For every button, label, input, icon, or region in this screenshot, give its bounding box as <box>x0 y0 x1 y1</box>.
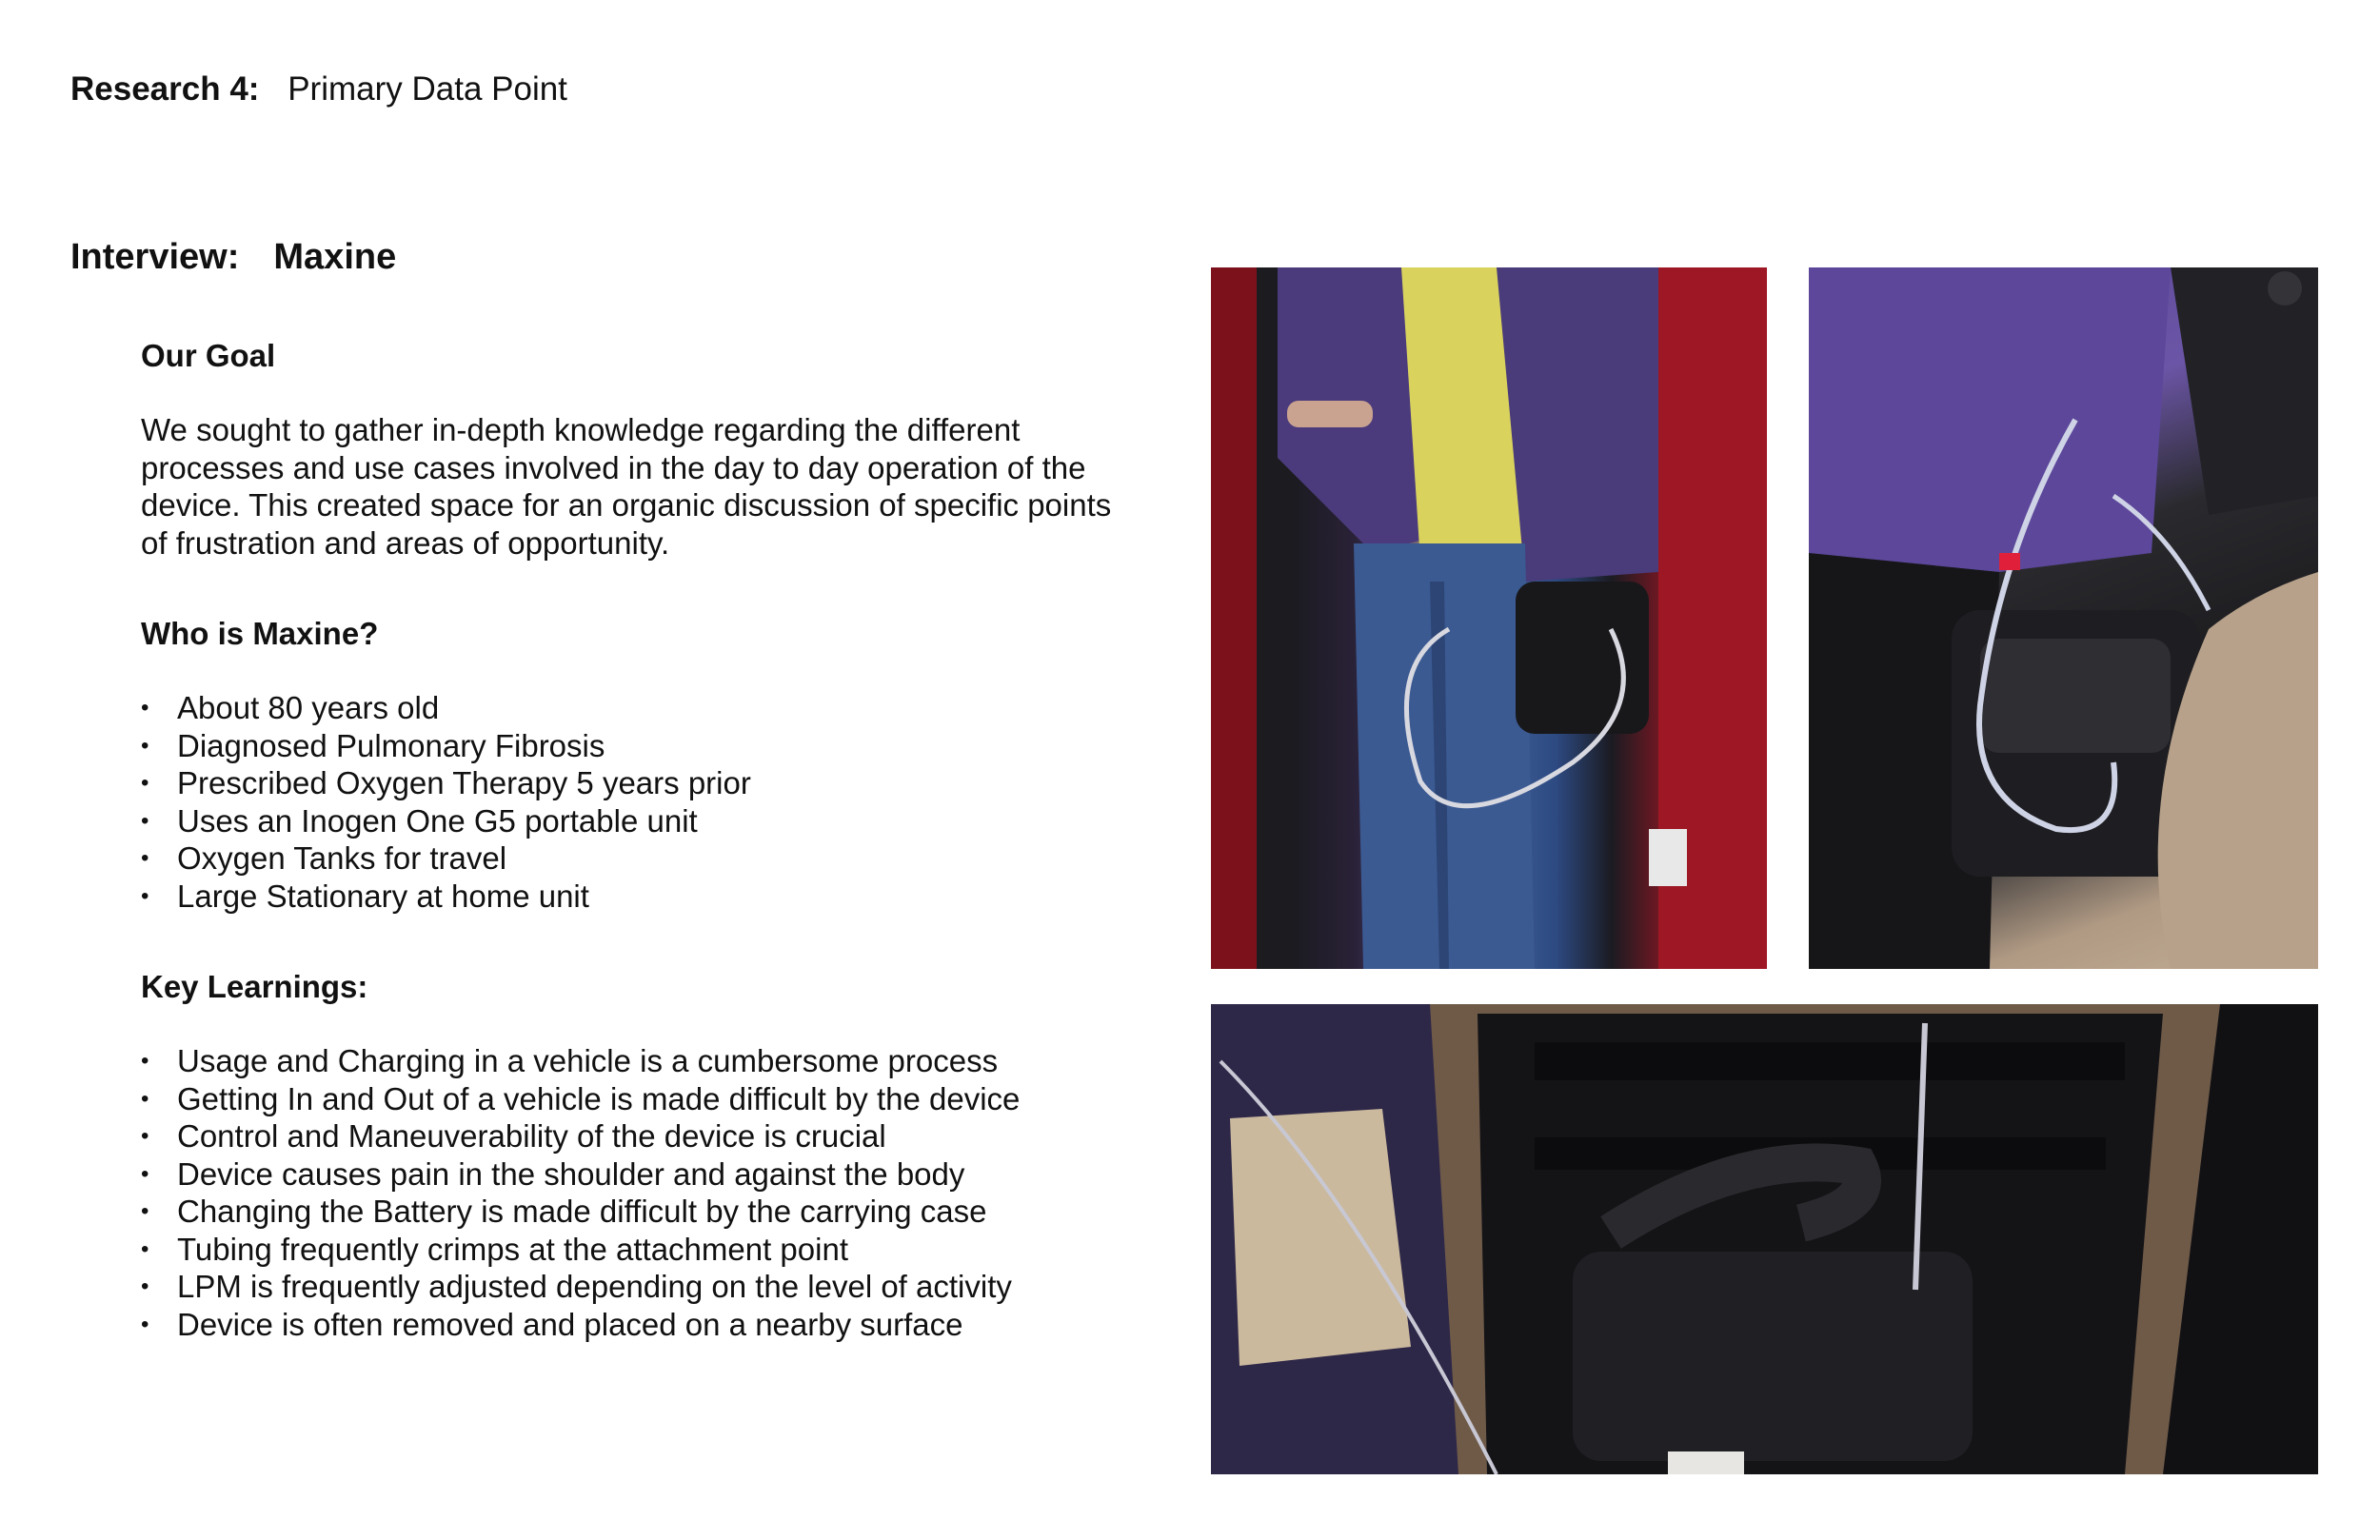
header-number: 4: <box>229 70 260 108</box>
list-item: • About 80 years old <box>141 689 1169 727</box>
page-header <box>70 67 567 112</box>
list-item: • LPM is frequently adjusted depending on the level of activity <box>141 1268 1169 1306</box>
list-item: • Usage and Charging in a vehicle is a cumbersome process <box>141 1042 1169 1080</box>
list-item: • Prescribed Oxygen Therapy 5 years prior <box>141 764 1169 802</box>
interview-title <box>70 232 396 282</box>
content-column <box>141 335 1169 1343</box>
goal-line: device. This created space for an organic discussion of specific points <box>141 487 1112 523</box>
list-item: • Device causes pain in the shoulder and against the body <box>141 1155 1169 1194</box>
goal-line: of frustration and areas of opportunity. <box>141 524 670 561</box>
photo-exiting-vehicle <box>1211 267 1767 969</box>
list-item: • Oxygen Tanks for travel <box>141 839 1169 878</box>
goal-line: We sought to gather in-depth knowledge regarding the different <box>141 412 1021 447</box>
list-item: • Control and Maneuverability of the device is crucial <box>141 1117 1169 1155</box>
interview-label: Interview: <box>70 237 240 277</box>
interview-name: Maxine <box>273 237 397 277</box>
list-item: • Large Stationary at home unit <box>141 878 1169 916</box>
goal-line: processes and use cases involved in the day to day operation of the <box>141 449 1086 485</box>
photo-device-on-chair <box>1211 1004 2318 1474</box>
list-item: • Uses an Inogen One G5 portable unit <box>141 802 1169 840</box>
header-subtitle: Primary Data Point <box>288 70 567 108</box>
list-item: • Tubing frequently crimps at the attachment point <box>141 1231 1169 1269</box>
learnings-list <box>141 1042 1169 1343</box>
list-item: • Device is often removed and placed on a nearby surface <box>141 1306 1169 1344</box>
goal-paragraph <box>141 411 1169 562</box>
list-item: • Getting In and Out of a vehicle is made difficult by the device <box>141 1080 1169 1118</box>
list-item: • Diagnosed Pulmonary Fibrosis <box>141 727 1169 765</box>
photo-device-in-car-console <box>1809 267 2318 969</box>
header-label: Research <box>70 70 221 108</box>
goal-title: Our Goal <box>141 338 276 373</box>
learnings-title: Key Learnings: <box>141 969 368 1004</box>
who-title: Who is Maxine? <box>141 616 379 651</box>
list-item: • Changing the Battery is made difficult by the carrying case <box>141 1193 1169 1231</box>
who-list <box>141 689 1169 915</box>
